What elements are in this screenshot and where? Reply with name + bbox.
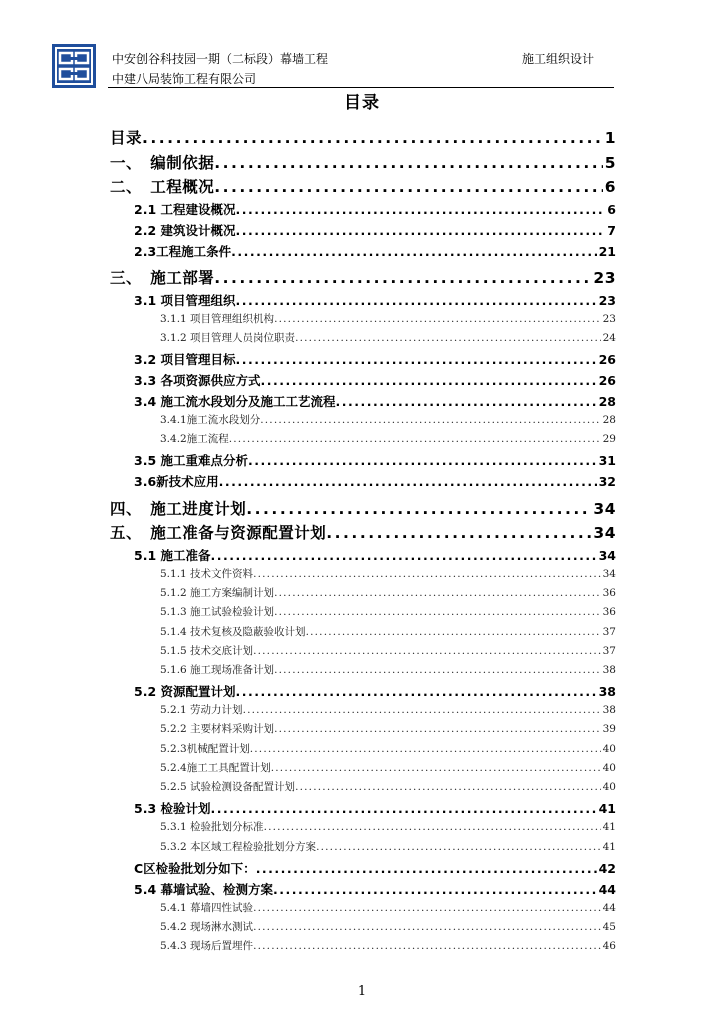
toc-entry-page: 38 [598,684,616,700]
toc-entry[interactable] [134,350,616,368]
toc-entry-label: 3.2 项目管理目标 [134,351,236,367]
toc-entry-page: 6 [604,178,616,196]
toc-entry[interactable] [134,392,616,410]
toc-dot-leader [214,178,602,196]
toc-dot-leader [271,762,601,774]
toc-entry-page: 38 [602,664,616,677]
toc-entry[interactable] [160,702,616,717]
toc-dot-leader [229,433,601,445]
toc-dot-leader [274,587,601,599]
toc-entry-label: 5.1.2 施工方案编制计划 [160,586,275,599]
toc-entry[interactable] [160,311,616,326]
header-project-name: 中安创谷科技园一期（二标段）幕墙工程 [112,52,329,66]
toc-entry[interactable] [160,412,616,427]
toc-entry[interactable] [134,546,616,564]
toc-dot-leader [273,882,597,897]
toc-entry[interactable] [160,819,616,834]
toc-dot-leader [295,332,601,344]
toc-dot-leader [236,293,597,308]
toc-dot-leader [248,453,597,468]
toc-dot-leader [336,394,597,409]
toc-dot-leader [214,269,591,287]
toc-entry-label: 3.1.2 项目管理人员岗位职责 [160,331,296,344]
toc-dot-leader [295,781,601,793]
toc-entry-page: 21 [598,243,616,259]
toc-dot-leader [256,861,597,876]
toc-entry-page: 28 [602,413,616,426]
toc-entry[interactable] [160,566,616,581]
toc-entry-page: 45 [602,920,616,933]
toc-entry-label: 5.3 检验计划 [134,801,211,817]
toc-entry-label: 5.1 施工准备 [134,547,211,563]
toc-dot-leader [253,568,601,580]
toc-entry-page: 31 [598,453,616,469]
toc-dot-leader [231,244,596,259]
toc-entry-label: 5.2 资源配置计划 [134,684,236,700]
toc-entry[interactable] [110,151,616,173]
toc-entry-page: 41 [602,840,616,853]
toc-entry-label: 2.1 工程建设概况 [134,201,236,217]
toc-dot-leader [253,940,601,952]
toc-entry-label: 5.2.1 劳动力计划 [160,704,243,717]
toc-entry[interactable] [160,643,616,658]
toc-entry-page: 46 [602,940,616,953]
toc-dot-leader [236,684,597,699]
toc-entry-label: 5.4.2 现场淋水测试 [160,920,254,933]
toc-dot-leader [236,223,606,238]
toc-entry[interactable] [110,521,616,543]
toc-dot-leader [246,500,591,518]
toc-entry-label: 2.2 建筑设计概况 [134,222,236,238]
toc-entry-page: 24 [602,331,616,344]
toc-dot-leader [236,352,597,367]
toc-dot-leader [250,743,601,755]
toc-entry-page: 26 [598,372,616,388]
toc-dot-leader [253,645,601,657]
toc-entry-page: 34 [593,499,616,518]
toc-entry-page: 26 [598,351,616,367]
toc-title: 目录 [344,93,380,113]
toc-entry-page: 39 [602,723,616,736]
toc-entry[interactable] [134,451,616,469]
toc-entry-label: 3.1.1 项目管理组织机构 [160,312,275,325]
toc-entry-page: 1 [604,129,616,147]
toc-entry-page: 37 [602,625,616,638]
toc-entry[interactable] [134,880,616,898]
toc-entry-page: 23 [598,292,616,308]
toc-entry-label: 5.1.5 技术交底计划 [160,644,254,657]
toc-entry[interactable] [160,330,616,345]
toc-entry[interactable] [110,497,616,519]
toc-entry[interactable] [110,266,616,288]
toc-entry-page: 40 [602,762,616,774]
toc-entry-label: 5.3.2 本区域工程检验批划分方案 [160,840,317,853]
toc-entry-label: 5.4.3 现场后置埋件 [160,940,254,953]
toc-dot-leader [214,154,602,172]
toc-entry-label: 5.2.5 试验检测设备配置计划 [160,781,296,794]
toc-entry[interactable] [160,938,616,953]
toc-entry-label: 5.4 幕墙试验、检测方案 [134,881,273,897]
toc-entry-label: 5.1.6 施工现场准备计划 [160,664,275,677]
header-company: 中建八局装饰工程有限公司 [112,72,257,86]
toc-entry[interactable] [160,839,616,854]
toc-entry[interactable] [134,799,616,817]
toc-entry-page: 37 [602,644,616,657]
toc-entry-page: 41 [598,801,616,817]
toc-dot-leader [243,704,601,716]
toc-dot-leader [261,373,597,388]
header-document-type: 施工组织设计 [522,52,595,66]
toc-entry[interactable] [160,900,616,915]
toc-entry-page: 34 [602,567,616,580]
toc-dot-leader [264,821,601,833]
toc-entry-page: 41 [602,821,616,834]
toc-dot-leader [219,474,597,489]
toc-entry-page: 36 [602,606,616,619]
toc-entry[interactable] [160,604,616,619]
toc-entry[interactable] [160,760,616,775]
toc-dot-leader [326,524,591,542]
toc-entry[interactable] [160,662,616,677]
toc-entry[interactable] [160,741,616,756]
toc-entry-page: 7 [607,222,616,238]
toc-entry-label: 五、 施工准备与资源配置计划 [110,524,327,543]
toc-entry-page: 6 [607,201,616,217]
toc-dot-leader [306,626,601,638]
toc-entry[interactable] [160,919,616,934]
toc-entry-page: 28 [598,393,616,409]
toc-entry-label: 5.2.3机械配置计划 [160,742,250,755]
toc-dot-leader [236,202,606,217]
toc-dot-leader [274,313,601,325]
toc-entry-label: C区检验批划分如下： [134,860,256,876]
toc-entry-page: 34 [598,547,616,563]
toc-entry-page: 23 [593,269,616,287]
toc-dot-leader [211,801,597,816]
toc-entry-page: 42 [598,860,616,876]
toc-entry-label: 3.5 施工重难点分析 [134,453,248,469]
toc-entry[interactable] [110,126,616,148]
toc-dot-leader [316,841,601,853]
toc-dot-leader [211,548,597,563]
toc-entry-label: 3.4 施工流水段划分及施工工艺流程 [134,393,336,409]
toc-dot-leader [274,723,601,735]
toc-entry-label: 5.1.1 技术文件资料 [160,567,254,580]
toc-dot-leader [274,606,601,618]
toc-dot-leader [260,414,600,426]
toc-entry-label: 5.3.1 检验批划分标准 [160,821,264,834]
toc-entry-label: 5.4.1 幕墙四性试验 [160,901,254,914]
toc-entry-label: 一、 编制依据 [110,153,215,172]
cscec-logo-icon [52,44,96,88]
toc-entry-label: 5.2.2 主要材料采购计划 [160,723,275,736]
toc-entry[interactable] [134,221,616,239]
toc-entry-label: 5.2.4施工工具配置计划 [160,762,271,774]
toc-entry-page: 29 [602,433,616,446]
toc-entry[interactable] [110,175,616,197]
toc-entry-label: 3.4.1施工流水段划分 [160,413,261,426]
page-number: 1 [357,984,367,999]
toc-entry-label: 3.4.2施工流程 [160,433,229,446]
toc-entry[interactable] [160,431,616,446]
toc-entry[interactable] [134,859,616,877]
toc-entry[interactable] [134,371,616,389]
toc-entry-label: 5.1.3 施工试验检验计划 [160,606,275,619]
toc-entry-label: 目录 [110,129,143,147]
toc-entry[interactable] [160,585,616,600]
toc-entry-label: 3.6新技术应用 [134,474,219,490]
toc-entry-page: 40 [602,742,616,755]
toc-entry[interactable] [134,200,616,218]
toc-entry[interactable] [134,242,616,260]
toc-entry-page: 34 [593,524,616,543]
toc-entry[interactable] [134,682,616,700]
toc-entry-page: 44 [598,881,616,897]
toc-entry[interactable] [134,472,616,490]
toc-entry-page: 23 [602,312,616,325]
toc-entry-label: 3.3 各项资源供应方式 [134,372,261,388]
toc-dot-leader [274,664,601,676]
toc-entry-label: 2.3工程施工条件 [134,243,232,259]
toc-entry-page: 44 [602,901,616,914]
toc-dot-leader [253,921,601,933]
toc-entry[interactable] [160,624,616,639]
toc-entry[interactable] [134,291,616,309]
toc-entry[interactable] [160,721,616,736]
toc-entry-page: 40 [602,781,616,794]
toc-entry-page: 38 [602,704,616,717]
toc-dot-leader [142,129,603,147]
toc-dot-leader [253,902,601,914]
toc-entry-label: 三、 施工部署 [110,269,215,287]
page-header [52,40,614,90]
toc-entry-label: 四、 施工进度计划 [110,499,247,518]
toc-entry[interactable] [160,779,616,794]
toc-entry-label: 二、 工程概况 [110,178,215,196]
toc-entry-label: 5.1.4 技术复核及隐蔽验收计划 [160,625,306,638]
toc-entry-page: 36 [602,586,616,599]
toc-entry-page: 5 [604,153,616,172]
toc-entry-label: 3.1 项目管理组织 [134,292,236,308]
toc-entry-page: 32 [598,474,616,490]
